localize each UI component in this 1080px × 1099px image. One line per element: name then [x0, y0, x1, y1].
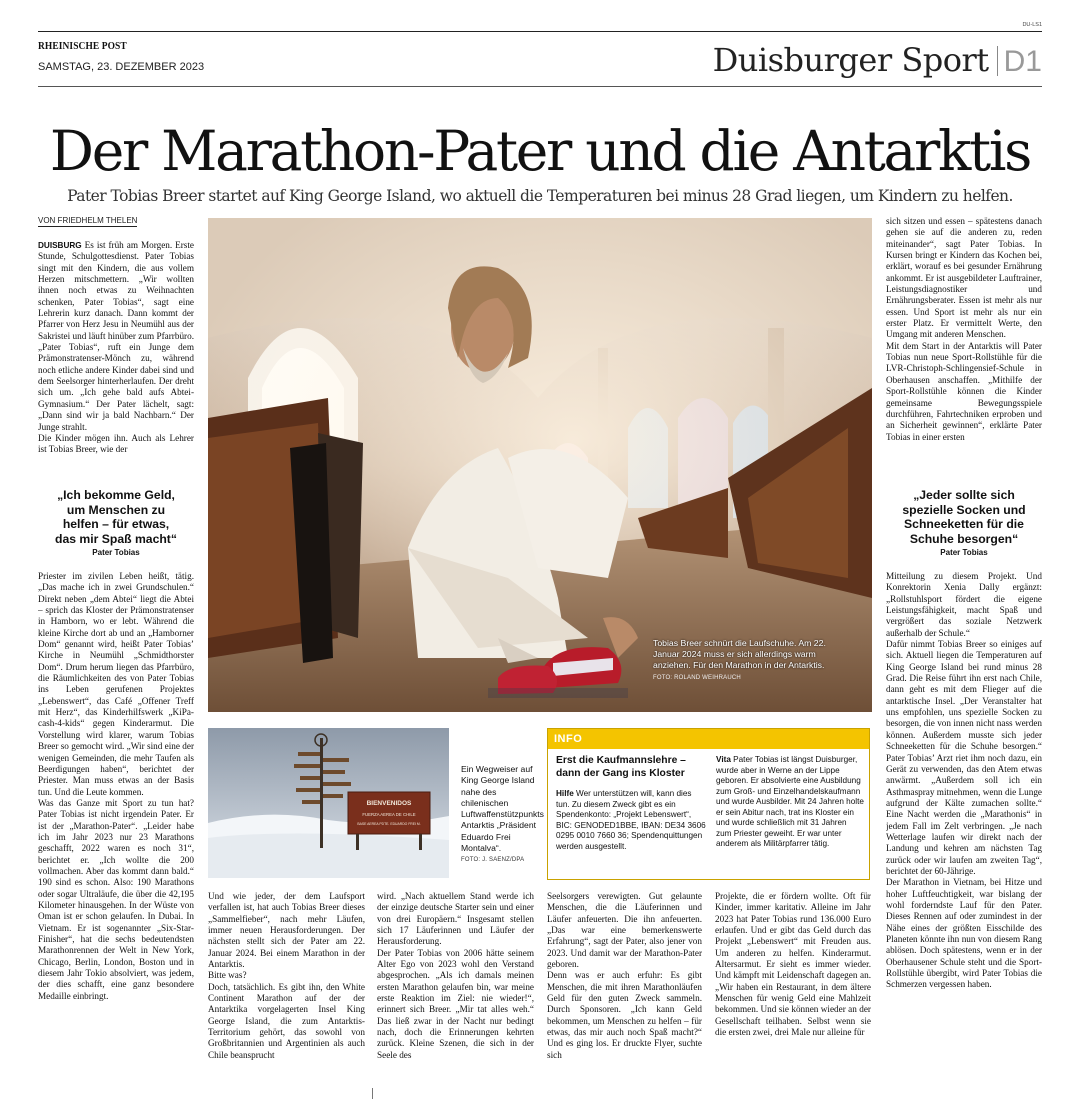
sign-line-2: FUERZA AEREA DE CHILE [362, 812, 416, 817]
section-title-wrap [713, 41, 1042, 81]
col6-bottom: Mitteilung zu diesem Projekt. Und Konrektorin Xenia Dally ergänzt: „Rollstuhlsport fördert die eigene Leistungsfähigkeit, macht Spaß und vergrößert das soziale Netzwerk außerhalb der Schule.“ Dafür nimmt Tobias Breer so einiges auf sich. Aktuell liegen die Temperaturen auf King George Island bei rund minus 28 Grad. Die Reise führt ihn erst nach Chile, dann geht es mit dem Flieger auf die antarktische Insel. „Der Veranstalter hat uns empfohlen, uns spezielle Socken zu besorgen, die von innen nicht nass werden können. Außerdem musste sich jeder Schneeketten für die Schuhe besorgen.“ Pater Tobias’ Arzt riet ihm noch dazu, ein Gerät zu verwenden, das den Atem etwas anwärmt. „Außerdem soll ich ein Asthmaspray mitnehmen, wenn die Lunge aufgrund der Kälte zumachen sollte.“ Eine Nacht werden die „Marathonis“ in jedem Fall im Zelt verbringen. „Je nach Wetterlage laufen wir direkt nach der Landung und kehren am nächsten Tag zurück oder wir laufen am zweiten Tag“, berichtet der 60-Jährige. Der Marathon in Vietnam, bei Hitze und hoher Luftfeuchtigkeit, war bislang der wohl forderndste Lauf für den Pater. Dieses Rennen auf oder zumindest in der Nähe eines der größten Eisschilde des Planeten könnte ihn nun von diesem Rang ablösen. Doch spätestens, wenn er in der Oberhausener Schule steht und die Sport-Rollstühle übergibt, wird Pater Tobias die Schmerzen vergessen haben. [886, 571, 1042, 990]
col1-bottom: Priester im zivilen Leben heißt, tätig. „Das mache ich in zwei Grundschulen.“ Direkt neben „dem Abtei“ liegt die Abtei – sprich das Kloster der Prämonstratenser in Hamborn, wo er lebt. Während die kleine Kirche dort ab und an „Hamborner Dom“ genannt wird, heißt Pater Tobias’ Kirche in Neumühl „Schmidthorster Dom“. Drum herum liegen das Pfarrbüro, die Räumlichkeiten des von Pater Tobias ins Leben gerufenen Projektes „Lebenswert“, das Café „Offener Treff mit Herz“, das Kinderhilfswerk „KiPa-cash-4-kids“ gegen Kinderarmut. Die Vorstellung wird klarer, warum Tobias Breer so gemocht wird. „Wir sind eine der wenigen Gemeinden, die mehr Taufen als Beerdigungen haben“, berichtet der Priester. Man muss etwas an der Basis tun. Und die Leute kommen. Was das Ganze mit Sport zu tun hat? Pater Tobias ist nicht irgendein Pater. Er ist der „Marathon-Pater“. „Leider habe ich im Jahr 2023 nur 23 Marathons geschafft, 2022 waren es noch 31“, berichtet er. „Ich wollte die 200 vollmachen. Aber das kommt dann bald.“ 190 sind es schon. Also: 190 Marathons oder sogar Ultraläufe, die über die 42,195 Kilometer hinausgehen. In der Wüste von Oman ist er schon gelaufen. In Dubai. In Vietnam. Er ist sogenannter „Six-Star-Finisher“, hat die sechs bedeutendsten Marathonrennen der Welt in New York, Chicago, Berlin, London, Boston und in diesem Jahr Tokio absolviert, was jedem, der dies schafft, eine ganz besondere Medaille einbringt. [38, 571, 194, 1001]
paper-name: RHEINISCHE POST [38, 41, 127, 52]
sign-line-3: BASE AEREA PDTE. EDUARDO FREI M. [357, 822, 421, 826]
info-hilfe-label: Hilfe [556, 789, 574, 798]
info-label: INFO [548, 729, 869, 749]
info-box [547, 728, 870, 880]
pull-quote-1-author: Pater Tobias [92, 548, 140, 558]
byline: VON FRIEDHELM THELEN [38, 216, 138, 225]
main-photo-credit: FOTO: ROLAND WEIHRAUCH [653, 675, 741, 681]
dateline: DUISBURG [38, 241, 82, 250]
issue-date: SAMSTAG, 23. DEZEMBER 2023 [38, 61, 205, 73]
main-photo-caption-box [653, 638, 853, 681]
pull-quote-1 [38, 488, 194, 557]
bottom-separator [372, 1088, 373, 1099]
signpost-caption: Ein Wegweiser auf King George Island nahe des chilenischen Luftwaffenstützpunkts Antarktis „Präsident Eduardo Frei Montalva“. [461, 764, 544, 854]
antarctic-signpost-illustration [208, 728, 449, 878]
subheadline: Pater Tobias Breer startet auf King George Island, wo aktuell die Temperaturen bei minus 28 Grad liegen, um Kindern zu helfen. [67, 187, 1013, 205]
col1-top [38, 240, 194, 478]
signpost-caption-box [461, 764, 544, 864]
section-title: Duisburger Sport [712, 41, 989, 79]
info-title: Erst die Kaufmannslehre – dann der Gang ins Kloster [556, 755, 686, 779]
col3: wird. „Nach aktuellem Stand werde ich der einzige deutsche Starter sein und einer von drei Europäern.“ Insgesamt stellen sich 17 Läuferinnen und Läufer der Herausforderung. Der Pater Tobias von 2006 hätte seinem Alter Ego von 2023 wohl den Verstand abgesprochen. „Als ich damals meinen ersten Marathon gelaufen bin, war meine erste Reaktion im Ziel: nie wieder!“, erinnert sich Breer. „Mir tat alles weh.“ Das ließ zwar in der Nacht nur bedingt nach, doch die Erinnerungen kehrten zurück. Kleine Szenen, die sich in der Seele des [377, 891, 534, 1060]
main-photo-caption: Tobias Breer schnürt die Laufschuhe. Am 22. Januar 2024 muss er sich allerdings warm anziehen. Für den Marathon in der Antarktis. [653, 638, 826, 670]
col4: Seelsorgers verewigten. Gut gelaunte Menschen, die die Läuferinnen und Läufer anfeuerten. Die ihn anfeuerten. „Das war eine bemerkenswerte Erfahrung“, sagt der Pater, also jener von 2023. Und damit war der Marathon-Pater geboren. Denn was er auch erfuhr: Es gibt Menschen, die mit ihren Marathonläufen Geld für den guten Zweck sammeln. Durch Sponsoren. „Ich kann Geld bekommen, um Menschen zu helfen – für etwas, das mir auch noch Spaß macht?“ Und es ging los. Er druckte Flyer, suchte sich [547, 891, 702, 1060]
headline: Der Marathon-Pater und die Antarktis [49, 119, 1031, 183]
sign-line-1: BIENVENIDOS [366, 800, 412, 807]
info-hilfe-text: Wer unterstützen will, kann dies tun. Zu diesem Zweck gibt es ein Spendenkonto: „Projekt Lebenswert“, BIC: GENODED1BBE, IBAN: DE34 3606 0295 0010 7660 36; Spendenquittungen werden ausgestellt. [556, 789, 706, 851]
pull-quote-2 [886, 488, 1042, 557]
col6-top: sich sitzen und essen – spätestens danach gehen sie auf die anderen zu, reden miteinander“, sagt Pater Tobias. In Kursen bringt er Kindern das Kochen bei, erklärt, worauf es bei gesunder Ernährung ankommt. Er ist ausgebildeter Lauftrainer, Leistungsdiagnostiker und Ernährungsberater. Essen ist mehr als nur essen. Und Sport ist mehr als nur ein erster Platz. Er vermittelt Werte, den Umgang mit anderen Menschen. Mit dem Start in der Antarktis will Pater Tobias nun neue Sport-Rollstühle für die LVR-Christoph-Schlingensief-Schule in Oberhausen anschaffen. „Mithilfe der Sport-Rollstühle können die Kinder gemeinsame Bewegungsspiele durchführen, Fahrtechniken erproben und an Sicherheit gewinnen“, erklärte Pater Tobias in einer ersten [886, 216, 1042, 442]
pull-quote-2-text: „Jeder sollte sich spezielle Socken und Schneeketten für die Schuhe besorgen“ [902, 488, 1026, 546]
signpost-photo [208, 728, 449, 878]
col1-top-text: Es ist früh am Morgen. Erste Stunde, Schulgottesdienst. Pater Tobias singt mit den Kindern, die aus vollem Herzen mitschmettern. „Wir wollten ihnen noch etwas zu Weihnachten schenken, Pater Tobias“, sagt eine Lehrerin kurz danach. Dann kommt der Pfarrer von Herz Jesu in Neumühl aus der Sakristei und läuft hinüber zum Pfarrbüro. „Pater Tobias“, ruft ein Junge dem Prämonstratenser-Mönch zu, während noch etliche andere Kinder dabei sind und dem Seelsorger hinterherlaufen. Der dreht sich um. „Ich gehe bald aufs Abtei-Gymnasium.“ Der Pater lächelt, sagt: „Dann sind wir ja bald Nachbarn.“ Der Junge strahlt. Die Kinder mögen ihn. Auch als Lehrer ist Tobias Breer, wie der [38, 240, 194, 455]
info-vita-label: Vita [716, 755, 731, 764]
col2: Und wie jeder, der dem Laufsport verfallen ist, hat auch Tobias Breer dieses „Sammelfieber“, nach mehr Läufen, immer neuen Herausforderungen. Der nächsten stellt sich der Pater am 22. Januar 2024. Bei einem Marathon in der Antarktis. Bitte was? Doch, tatsächlich. Es gibt ihn, den White Continent Marathon auf der der Antarktika vorgelagerten Insel King George Island, die zum Antarktis-Territorium gehört, das sowohl von Großbritannien und Argentinien als auch Chile beansprucht [208, 891, 365, 1060]
section-divider [997, 46, 998, 76]
masthead-bottom-rule [38, 86, 1042, 87]
col5: Projekte, die er fördern wollte. Oft für Kinder, immer karitativ. Alleine im Jahr 2023 hat Pater Tobias rund 136.000 Euro erlaufen. Und er gibt das Geld durch das Projekt „Lebenswert“ mit Freuden aus. Um anderen zu helfen. Kinderarmut. Altersarmut. Er sieht es immer wieder. Und kämpft mit Leidenschaft dagegen an. „Wir haben ein Restaurant, in dem ältere Menschen für wenig Geld eine Mahlzeit bekommen. Und sie können wieder an der Gesellschaft teilhaben. Selbst wenn sie die ersten zwei, drei Male nur alleine für [715, 891, 871, 1038]
info-vita [716, 755, 864, 850]
info-vita-text: Pater Tobias ist längst Duisburger, wurde aber in Werne an der Lippe geboren. Er absolvierte eine Ausbildung zum Groß- und Einzelhandelskaufmann und wurde Ausbilder. Mit 24 Jahren holte er sein Abitur nach, trat ins Kloster ein und wurde schließlich mit 31 Jahren zum Priester geweiht. Er war unter anderem als Militärpfarrer tätig. [716, 755, 864, 848]
pull-quote-1-text: „Ich bekomme Geld, um Menschen zu helfen – für etwas, das mir Spaß macht“ [55, 488, 177, 546]
page-number: D1 [1003, 45, 1042, 78]
signpost-credit: FOTO: J. SAENZ/DPA [461, 857, 525, 864]
info-hilfe [556, 789, 706, 852]
edition-code: DU-LS1 [1022, 22, 1042, 28]
main-photo [208, 218, 872, 712]
pull-quote-2-author: Pater Tobias [940, 548, 988, 558]
masthead-top-rule [38, 31, 1042, 32]
